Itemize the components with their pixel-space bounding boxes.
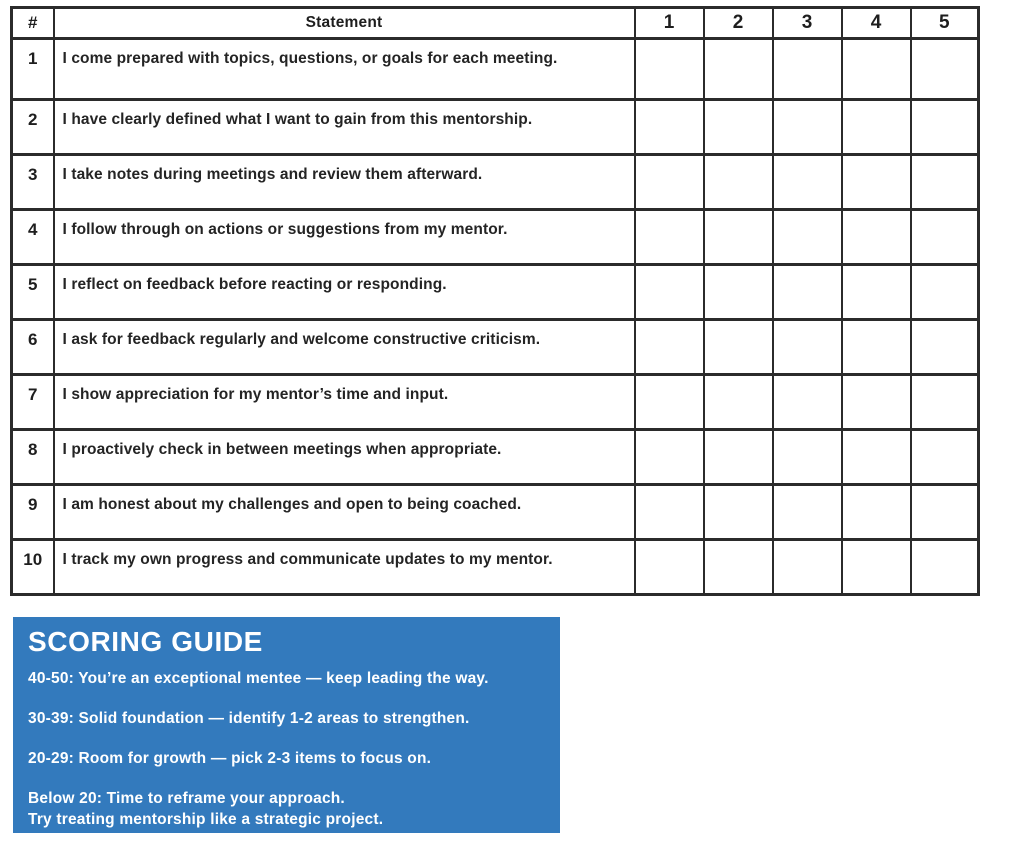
statement-cell: I show appreciation for my mentor’s time and input. bbox=[54, 375, 635, 430]
rating-cell-5[interactable] bbox=[911, 485, 979, 540]
statement-cell: I have clearly defined what I want to gain from this mentorship. bbox=[54, 100, 635, 155]
rating-cell-5[interactable] bbox=[911, 39, 979, 100]
rating-cell-3[interactable] bbox=[773, 39, 842, 100]
rating-cell-4[interactable] bbox=[842, 100, 911, 155]
table-row bbox=[12, 375, 979, 430]
rating-cell-4[interactable] bbox=[842, 430, 911, 485]
header-scale-2: 2 bbox=[704, 8, 773, 39]
scoring-guide-line: 20-29: Room for growth — pick 2-3 items to focus on. bbox=[28, 750, 432, 767]
row-number: 9 bbox=[12, 485, 54, 540]
rating-cell-3[interactable] bbox=[773, 375, 842, 430]
scoring-guide-item bbox=[28, 748, 546, 769]
rating-cell-1[interactable] bbox=[635, 155, 704, 210]
rating-cell-5[interactable] bbox=[911, 430, 979, 485]
scoring-guide-line: Below 20: Time to reframe your approach. bbox=[28, 790, 345, 807]
rating-cell-3[interactable] bbox=[773, 320, 842, 375]
rating-cell-2[interactable] bbox=[704, 320, 773, 375]
rating-cell-4[interactable] bbox=[842, 155, 911, 210]
rating-cell-5[interactable] bbox=[911, 210, 979, 265]
table-row bbox=[12, 100, 979, 155]
rating-cell-1[interactable] bbox=[635, 375, 704, 430]
header-statement: Statement bbox=[54, 8, 635, 39]
table-row bbox=[12, 155, 979, 210]
rating-cell-3[interactable] bbox=[773, 265, 842, 320]
rating-cell-1[interactable] bbox=[635, 39, 704, 100]
table-row bbox=[12, 265, 979, 320]
rating-cell-3[interactable] bbox=[773, 155, 842, 210]
self-assessment-table bbox=[10, 6, 980, 596]
scoring-guide-items bbox=[28, 668, 546, 830]
table-header-row bbox=[12, 8, 979, 39]
statement-cell: I track my own progress and communicate updates to my mentor. bbox=[54, 540, 635, 595]
rating-cell-1[interactable] bbox=[635, 485, 704, 540]
row-number: 3 bbox=[12, 155, 54, 210]
statement-cell: I follow through on actions or suggestions from my mentor. bbox=[54, 210, 635, 265]
table-row bbox=[12, 540, 979, 595]
rating-cell-4[interactable] bbox=[842, 485, 911, 540]
rating-cell-4[interactable] bbox=[842, 210, 911, 265]
statement-cell: I take notes during meetings and review them afterward. bbox=[54, 155, 635, 210]
scoring-guide bbox=[13, 617, 560, 833]
header-scale-4: 4 bbox=[842, 8, 911, 39]
rating-cell-2[interactable] bbox=[704, 375, 773, 430]
rating-cell-2[interactable] bbox=[704, 265, 773, 320]
table-row bbox=[12, 320, 979, 375]
header-scale-3: 3 bbox=[773, 8, 842, 39]
rating-cell-4[interactable] bbox=[842, 375, 911, 430]
rating-cell-4[interactable] bbox=[842, 265, 911, 320]
row-number: 7 bbox=[12, 375, 54, 430]
table-row bbox=[12, 430, 979, 485]
rating-cell-1[interactable] bbox=[635, 320, 704, 375]
row-number: 5 bbox=[12, 265, 54, 320]
table-row bbox=[12, 39, 979, 100]
rating-cell-5[interactable] bbox=[911, 320, 979, 375]
rating-cell-5[interactable] bbox=[911, 100, 979, 155]
rating-cell-1[interactable] bbox=[635, 430, 704, 485]
rating-cell-5[interactable] bbox=[911, 540, 979, 595]
rating-cell-1[interactable] bbox=[635, 100, 704, 155]
rating-cell-3[interactable] bbox=[773, 100, 842, 155]
row-number: 4 bbox=[12, 210, 54, 265]
header-number: # bbox=[12, 8, 54, 39]
rating-cell-2[interactable] bbox=[704, 430, 773, 485]
scoring-guide-item bbox=[28, 788, 546, 830]
rating-cell-3[interactable] bbox=[773, 430, 842, 485]
scoring-guide-item bbox=[28, 668, 546, 689]
scoring-guide-title: SCORING GUIDE bbox=[28, 626, 263, 657]
statement-cell: I reflect on feedback before reacting or responding. bbox=[54, 265, 635, 320]
rating-cell-3[interactable] bbox=[773, 210, 842, 265]
row-number: 2 bbox=[12, 100, 54, 155]
rating-cell-5[interactable] bbox=[911, 375, 979, 430]
rating-cell-2[interactable] bbox=[704, 155, 773, 210]
rating-cell-2[interactable] bbox=[704, 540, 773, 595]
statement-cell: I proactively check in between meetings when appropriate. bbox=[54, 430, 635, 485]
rating-cell-4[interactable] bbox=[842, 540, 911, 595]
rating-cell-2[interactable] bbox=[704, 100, 773, 155]
rating-cell-2[interactable] bbox=[704, 210, 773, 265]
rating-cell-3[interactable] bbox=[773, 485, 842, 540]
statement-cell: I come prepared with topics, questions, or goals for each meeting. bbox=[54, 39, 635, 100]
row-number: 1 bbox=[12, 39, 54, 100]
rating-cell-1[interactable] bbox=[635, 265, 704, 320]
rating-cell-1[interactable] bbox=[635, 210, 704, 265]
rating-cell-3[interactable] bbox=[773, 540, 842, 595]
rating-cell-2[interactable] bbox=[704, 485, 773, 540]
scoring-guide-line: 30-39: Solid foundation — identify 1-2 areas to strengthen. bbox=[28, 710, 470, 727]
rating-cell-1[interactable] bbox=[635, 540, 704, 595]
rating-cell-4[interactable] bbox=[842, 320, 911, 375]
table-row bbox=[12, 485, 979, 540]
row-number: 8 bbox=[12, 430, 54, 485]
rating-cell-5[interactable] bbox=[911, 265, 979, 320]
header-scale-1: 1 bbox=[635, 8, 704, 39]
row-number: 10 bbox=[12, 540, 54, 595]
header-scale-5: 5 bbox=[911, 8, 979, 39]
rating-cell-5[interactable] bbox=[911, 155, 979, 210]
rating-cell-2[interactable] bbox=[704, 39, 773, 100]
row-number: 6 bbox=[12, 320, 54, 375]
scoring-guide-item bbox=[28, 708, 546, 729]
scoring-guide-line: 40-50: You’re an exceptional mentee — keep leading the way. bbox=[28, 670, 489, 687]
rating-cell-4[interactable] bbox=[842, 39, 911, 100]
scoring-guide-line: Try treating mentorship like a strategic project. bbox=[28, 811, 384, 828]
table-body bbox=[12, 39, 979, 595]
statement-cell: I ask for feedback regularly and welcome constructive criticism. bbox=[54, 320, 635, 375]
table-row bbox=[12, 210, 979, 265]
statement-cell: I am honest about my challenges and open to being coached. bbox=[54, 485, 635, 540]
